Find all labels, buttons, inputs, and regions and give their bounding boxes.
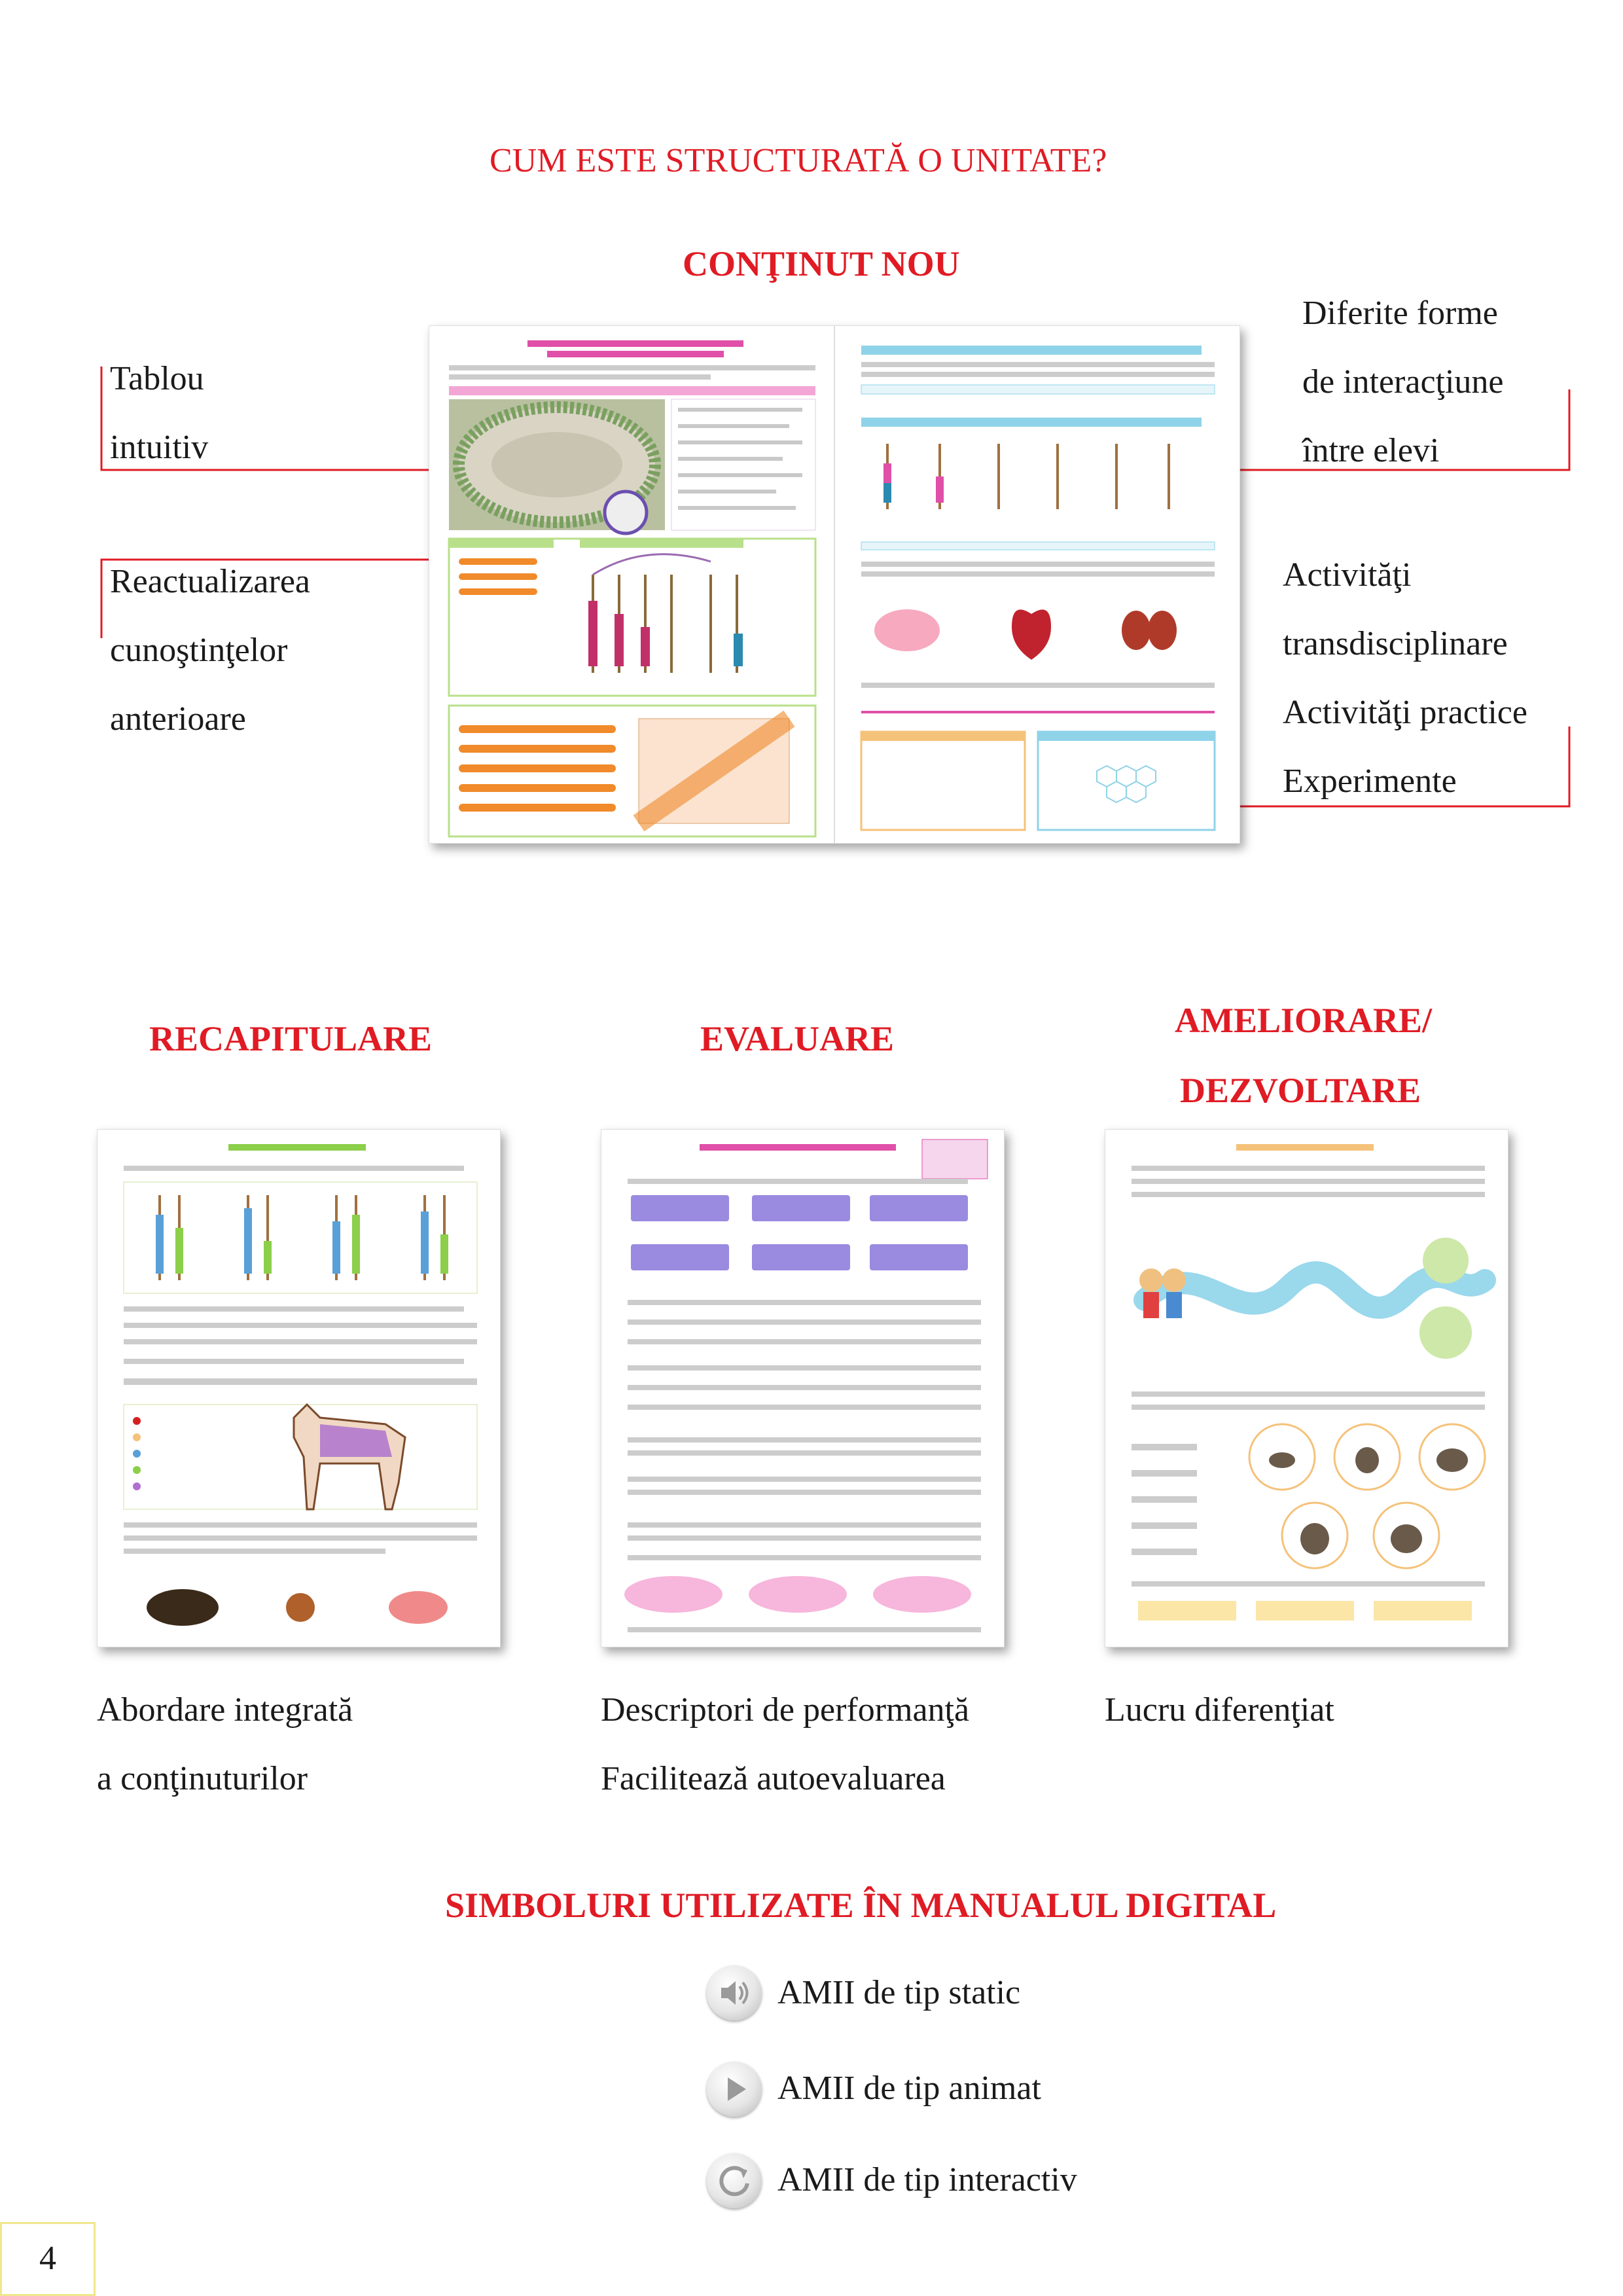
refresh-icon xyxy=(707,2153,762,2208)
caption-a-continuturilor: a conţinuturilor xyxy=(97,1760,308,1797)
page-number: 4 xyxy=(0,2222,96,2296)
caption-lucru-diferentiat: Lucru diferenţiat xyxy=(1105,1691,1334,1729)
label-activitati-practice: Activităţi practice xyxy=(1283,694,1527,731)
label-activitati: Activităţi xyxy=(1283,556,1412,594)
label-anterioare: anterioare xyxy=(110,700,246,738)
ameliorare-illustration xyxy=(1105,1130,1508,1647)
section-title-dezvoltare: DEZVOLTARE xyxy=(1180,1071,1421,1110)
label-transdisciplinare: transdisciplinare xyxy=(1283,625,1508,662)
symbol-static-label: AMII de tip static xyxy=(777,1974,1021,2011)
label-tablou: Tablou xyxy=(110,360,204,397)
recapitulare-page-thumbnail xyxy=(97,1129,501,1647)
page-title: CUM ESTE STRUCTURATĂ O UNITATE? xyxy=(490,142,1107,179)
label-diferite-forme: Diferite forme xyxy=(1302,295,1498,332)
recapitulare-illustration xyxy=(98,1130,500,1647)
label-cunostintelor: cunoştinţelor xyxy=(110,632,288,669)
continut-nou-spread-thumbnail xyxy=(429,325,1240,844)
evaluare-page-thumbnail xyxy=(601,1129,1005,1647)
caption-descriptori: Descriptori de performanţă xyxy=(601,1691,970,1729)
evaluare-illustration xyxy=(601,1130,1004,1647)
symbol-animat-label: AMII de tip animat xyxy=(777,2070,1041,2107)
section-title-ameliorare: AMELIORARE/ xyxy=(1175,1001,1433,1040)
label-de-interactiune: de interacţiune xyxy=(1302,363,1504,401)
caption-abordare-integrata: Abordare integrată xyxy=(97,1691,353,1729)
section-title-continut-nou: CONŢINUT NOU xyxy=(683,244,960,283)
label-intuitiv: intuitiv xyxy=(110,429,209,466)
play-icon xyxy=(707,2062,762,2117)
caption-faciliteaza: Facilitează autoevaluarea xyxy=(601,1760,946,1797)
label-experimente: Experimente xyxy=(1283,762,1457,800)
speaker-icon xyxy=(707,1965,762,2020)
label-intre-elevi: între elevi xyxy=(1302,432,1440,469)
label-reactualizarea: Reactualizarea xyxy=(110,563,310,600)
section-title-recapitulare: RECAPITULARE xyxy=(149,1019,433,1058)
ameliorare-page-thumbnail xyxy=(1105,1129,1508,1647)
symbols-title: SIMBOLURI UTILIZATE ÎN MANUALUL DIGITAL xyxy=(445,1886,1277,1925)
spread-illustration xyxy=(429,326,1240,843)
section-title-evaluare: EVALUARE xyxy=(700,1019,895,1058)
symbol-interactiv-label: AMII de tip interactiv xyxy=(777,2161,1077,2198)
